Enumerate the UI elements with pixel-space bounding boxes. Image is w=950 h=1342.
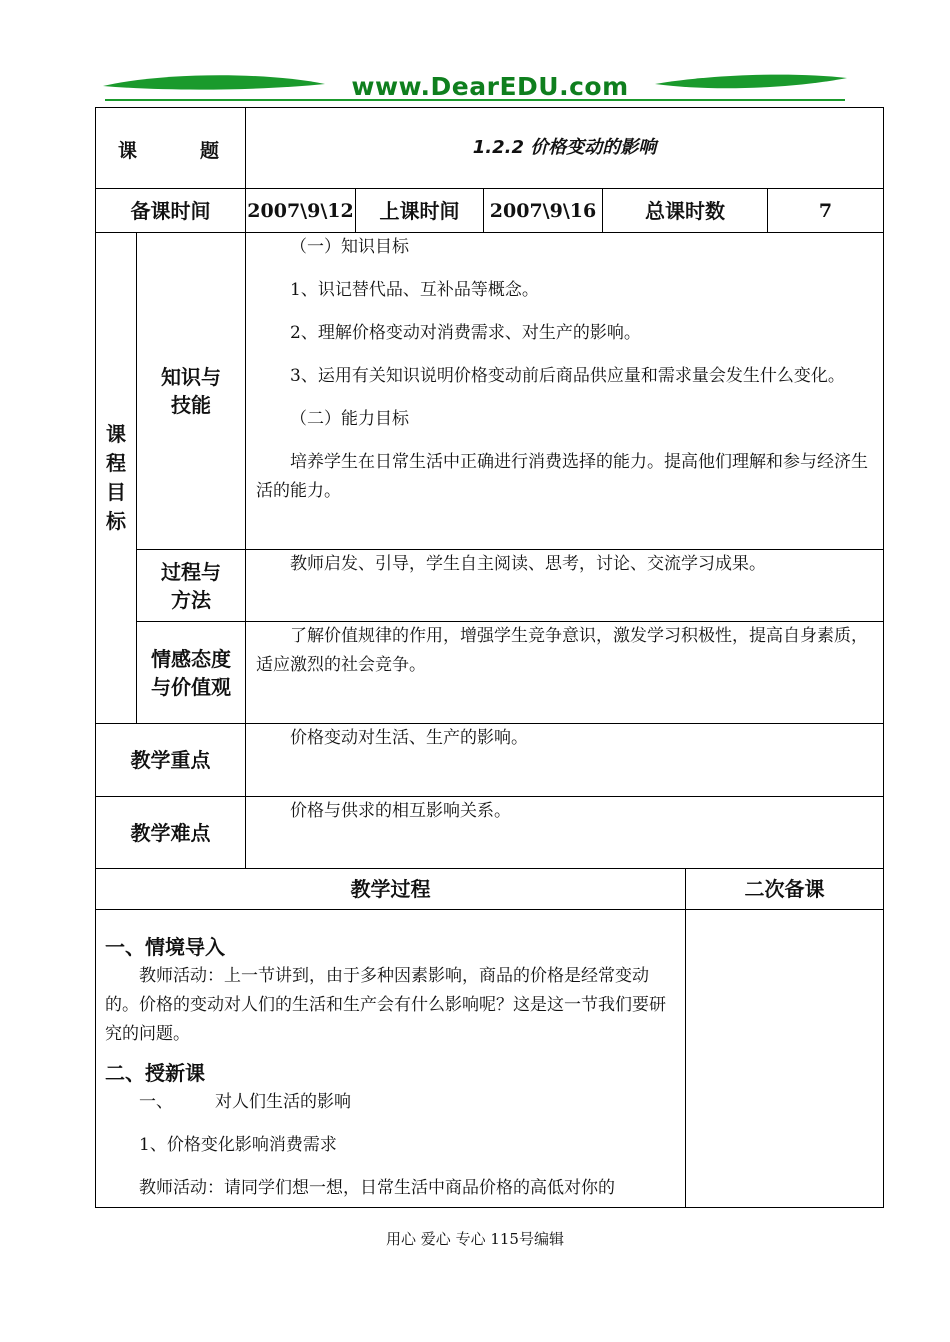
emotion-label-line1: 情感态度: [151, 646, 231, 671]
difficulty-content: [256, 797, 876, 868]
teaching-process-header: 教学过程: [350, 877, 431, 901]
site-header-logo: [95, 62, 885, 110]
process-method-content: [256, 550, 876, 621]
objectives-char: 目: [106, 480, 126, 504]
emotion-label-line2: 与价值观: [151, 674, 231, 699]
difficulty-text: 价格与供求的相互影响关系。: [290, 801, 511, 821]
knowledge-line: 培养学生在日常生活中正确进行消费选择的能力。提高他们理解和参与经济生活的能力。: [256, 452, 868, 501]
prep-time-label: 备课时间: [130, 198, 211, 223]
objectives-outer-label: [96, 233, 136, 723]
knowledge-line: 1、识记替代品、互补品等概念。: [290, 280, 539, 300]
lesson-item-text: 对人们生活的影响: [215, 1092, 351, 1112]
knowledge-line: （二）能力目标: [290, 409, 409, 429]
knowledge-skills-content: [256, 233, 876, 549]
objectives-char: 程: [106, 451, 126, 475]
section-heading-intro: 一、情境导入: [105, 935, 225, 959]
key-point-text: 价格变动对生活、生产的影响。: [290, 728, 528, 748]
objectives-char: 课: [106, 422, 126, 446]
knowledge-line: （一）知识目标: [290, 237, 409, 257]
lesson-item-number: 一、: [139, 1092, 173, 1112]
teaching-process-body: [105, 933, 677, 1205]
second-prep-header: 二次备课: [744, 877, 825, 901]
lesson-item: [105, 1088, 677, 1117]
key-point-label: 教学重点: [130, 748, 211, 772]
intro-paragraph: 教师活动：上一节讲到，由于多种因素影响，商品的价格是经常变动的。价格的变动对人们的生活和生产会有什么影响呢？这是这一节我们要研究的问题。: [105, 966, 666, 1044]
knowledge-line: 3、运用有关知识说明价格变动前后商品供应量和需求量会发生什么变化。: [290, 366, 845, 386]
topic-label-right: 题: [200, 140, 220, 162]
section-heading-new-lesson: 二、授新课: [105, 1061, 205, 1085]
difficulty-label: 教学难点: [130, 820, 211, 845]
knowledge-label-line1: 知识与: [161, 365, 221, 389]
topic-label-cell: [96, 108, 245, 188]
class-time-value: 2007\9\16: [489, 199, 597, 222]
knowledge-label-line2: 技能: [171, 393, 211, 417]
process-label-line2: 方法: [171, 587, 211, 612]
teacher-activity-paragraph: 教师活动：请同学们想一想，日常生活中商品价格的高低对你的: [139, 1178, 615, 1198]
process-method-text: 教师启发、引导，学生自主阅读、思考，讨论、交流学习成果。: [290, 554, 766, 574]
objectives-char: 标: [106, 509, 126, 533]
total-hours-label: 总课时数: [645, 198, 725, 223]
lesson-title: 1.2.2 价格变动的影响: [472, 137, 657, 158]
site-logo-text: www.DearEDU.com: [351, 72, 629, 101]
emotion-values-text: 了解价值规律的作用，增强学生竞争意识，激发学习积极性，提高自身素质，适应激烈的社会竞争。: [256, 626, 868, 675]
page-footer: 用心 爱心 专心 115号编辑: [386, 1230, 564, 1248]
knowledge-skills-label: [137, 233, 245, 549]
class-time-label: 上课时间: [379, 198, 460, 223]
key-point-content: [256, 724, 876, 796]
knowledge-line: 2、理解价格变动对消费需求、对生产的影响。: [290, 323, 641, 343]
sub-point: 1、价格变化影响消费需求: [139, 1135, 337, 1155]
topic-title-cell: [246, 108, 883, 188]
process-label-line1: 过程与: [161, 559, 221, 584]
total-hours-value: 7: [818, 199, 833, 222]
prep-time-value: 2007\9\12: [247, 199, 354, 222]
topic-label-left: 课: [118, 140, 138, 162]
emotion-values-label: [137, 622, 245, 723]
process-method-label: [137, 550, 245, 621]
emotion-values-content: [256, 622, 876, 723]
